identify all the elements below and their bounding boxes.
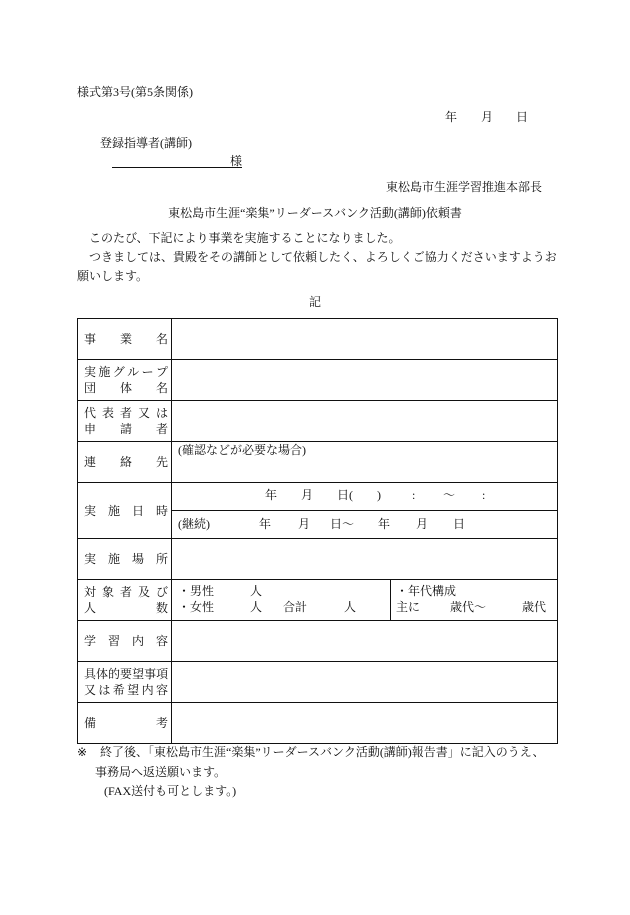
remarks-row — [77, 702, 558, 744]
date-year-label: 年 — [445, 110, 458, 124]
label-char: 実 — [84, 365, 97, 379]
label-char: 表 — [101, 406, 114, 420]
label-char: 申 — [84, 422, 97, 436]
label-char: 者 — [155, 422, 168, 436]
label-char: 対 — [84, 585, 97, 599]
intro-line: このたび、下記により事業を実施することになりました。 — [89, 231, 401, 245]
business-name-label — [78, 319, 172, 359]
label-char: 内 — [141, 683, 154, 697]
business-name-field — [172, 319, 557, 359]
label-char: は — [155, 406, 168, 420]
label-char: 日 — [131, 503, 144, 518]
group-name-field — [172, 360, 557, 400]
label-line — [84, 454, 168, 470]
contact-field — [172, 442, 557, 482]
participants-row — [77, 579, 558, 620]
continuing-label: (継続) — [178, 517, 210, 531]
label-char: 考 — [155, 716, 168, 730]
label-char: び — [155, 585, 168, 599]
label-line — [84, 666, 168, 682]
label-char: 体 — [119, 381, 132, 395]
time-part: 〜 — [443, 488, 456, 502]
requests-row — [77, 661, 558, 702]
group-name-label — [78, 360, 172, 400]
age-cell — [391, 580, 557, 620]
age-to: 歳代 — [522, 600, 547, 614]
requests-label — [78, 662, 172, 702]
label-char: 内 — [131, 634, 144, 648]
label-line — [84, 633, 168, 649]
group-name-row — [77, 359, 558, 400]
label-char: グ — [112, 365, 125, 379]
label-char: ー — [141, 365, 154, 379]
male-unit: 人 — [250, 584, 263, 598]
remarks-field — [172, 703, 557, 743]
participants-field — [172, 580, 557, 620]
sender: 東松島市生涯学習推進本部長 — [385, 180, 542, 194]
label-line — [84, 364, 168, 380]
label-char: 望 — [132, 667, 145, 681]
label-char: 絡 — [119, 455, 132, 469]
time-part: : — [412, 488, 416, 502]
label-char: 望 — [127, 683, 140, 697]
label-char: 要 — [120, 667, 133, 681]
single-date-line — [172, 483, 557, 510]
label-char: 的 — [108, 667, 121, 681]
learning-content-label — [78, 621, 172, 661]
label-line — [84, 600, 168, 616]
label-char: 施 — [107, 503, 120, 518]
label-char: 事 — [144, 667, 157, 681]
headcount-cell — [172, 580, 391, 620]
venue-field — [172, 539, 557, 579]
label-char: 連 — [84, 455, 97, 469]
label-char: 者 — [119, 406, 132, 420]
label-char: 体 — [96, 667, 109, 681]
label-line — [84, 421, 168, 437]
date-part: 月 — [301, 488, 314, 502]
label-char: 者 — [119, 585, 132, 599]
label-char: 習 — [107, 634, 120, 648]
representative-row — [77, 400, 558, 441]
label-char: 具 — [84, 667, 97, 681]
date-part: 日〜 — [330, 517, 355, 531]
date-day-label: 日 — [516, 110, 529, 124]
participants-label — [78, 580, 172, 620]
label-char: 請 — [119, 422, 132, 436]
fax-note: (FAX送付も可とします。) — [104, 784, 237, 798]
age-from: 歳代〜 — [450, 600, 487, 614]
time-part: : — [482, 488, 486, 502]
date-part: 月 — [416, 517, 429, 531]
label-char: は — [98, 683, 111, 697]
contact-row — [77, 441, 558, 482]
document-title: 東松島市生涯“楽集”リーダースバンク活動(講師)依頼書 — [168, 206, 462, 220]
date-part: ) — [377, 488, 381, 502]
representative-label — [78, 401, 172, 441]
date-part: 年 — [378, 517, 391, 531]
female-label: ・女性 — [178, 600, 215, 614]
label-char: ル — [127, 365, 140, 379]
total-unit: 人 — [344, 600, 357, 614]
label-char: 希 — [112, 683, 125, 697]
label-char: 備 — [84, 716, 97, 730]
label-char: 名 — [155, 381, 168, 395]
label-line — [84, 503, 168, 519]
label-char: 象 — [101, 585, 114, 599]
form-number: 様式第3号(第5条関係) — [77, 85, 193, 99]
venue-label — [78, 539, 172, 579]
label-char: 業 — [119, 332, 132, 346]
venue-row — [77, 538, 558, 579]
label-char: 所 — [155, 552, 168, 566]
ki-heading: 記 — [309, 295, 322, 309]
label-line — [84, 584, 168, 600]
addressee-honorific: 様 — [229, 154, 242, 168]
note-line: 事務局へ返送願います。 — [95, 765, 227, 779]
label-char: 又 — [137, 406, 150, 420]
label-char: 学 — [84, 634, 97, 648]
label-line — [84, 715, 168, 731]
contact-note: (確認などが必要な場合) — [178, 443, 306, 457]
addressee-title: 登録指導者(講師) — [100, 136, 192, 150]
label-char: 又 — [84, 683, 97, 697]
date-month-label: 月 — [481, 110, 494, 124]
date-part: 日( — [337, 488, 353, 502]
label-char: 人 — [84, 601, 97, 615]
label-line — [84, 682, 168, 698]
learning-content-field — [172, 621, 557, 661]
date-part: 月 — [298, 517, 311, 531]
date-part: 年 — [259, 517, 272, 531]
label-char: 実 — [84, 552, 97, 566]
label-char: 容 — [155, 683, 168, 697]
label-line — [84, 551, 168, 567]
business-name-row — [77, 318, 558, 359]
label-char: 施 — [107, 552, 120, 566]
date-time-label — [78, 483, 172, 538]
continuing-date-line — [172, 510, 557, 538]
label-char: 容 — [155, 634, 168, 648]
label-line — [84, 405, 168, 421]
label-char: 名 — [155, 332, 168, 346]
addressee-name-line — [112, 153, 242, 168]
note-line: 終了後、「東松島市生涯“楽集”リーダースバンク活動(講師)報告書」に記入のうえ、 — [100, 745, 545, 759]
label-char: 実 — [84, 503, 97, 518]
label-char: 施 — [98, 365, 111, 379]
age-prefix: 主に — [396, 600, 421, 614]
date-part: 日 — [453, 517, 466, 531]
request-table — [77, 318, 558, 744]
intro-line: 願いします。 — [77, 269, 149, 283]
label-char: 場 — [131, 552, 144, 566]
learning-content-row — [77, 620, 558, 661]
requests-field — [172, 662, 557, 702]
label-char: 数 — [155, 601, 168, 615]
label-char: 代 — [84, 406, 97, 420]
representative-field — [172, 401, 557, 441]
age-heading: ・年代構成 — [396, 584, 457, 598]
label-char: 団 — [84, 381, 97, 395]
label-char: 及 — [137, 585, 150, 599]
label-char: 先 — [155, 455, 168, 469]
label-line — [84, 380, 168, 396]
label-char: 事 — [84, 332, 97, 346]
remarks-label — [78, 703, 172, 743]
date-part: 年 — [265, 488, 278, 502]
label-line — [84, 331, 168, 347]
label-char: 項 — [156, 667, 169, 681]
contact-label — [78, 442, 172, 482]
label-char: 時 — [155, 503, 168, 518]
note-mark: ※ — [77, 745, 88, 759]
male-label: ・男性 — [178, 584, 215, 598]
total-label: 合計 — [283, 600, 308, 614]
female-unit: 人 — [250, 600, 263, 614]
date-time-row — [77, 482, 558, 538]
date-time-field — [172, 483, 557, 538]
intro-line: つきましては、貴殿をその講師として依頼したく、よろしくご協力くださいますようお — [89, 250, 557, 264]
label-char: プ — [155, 365, 168, 379]
